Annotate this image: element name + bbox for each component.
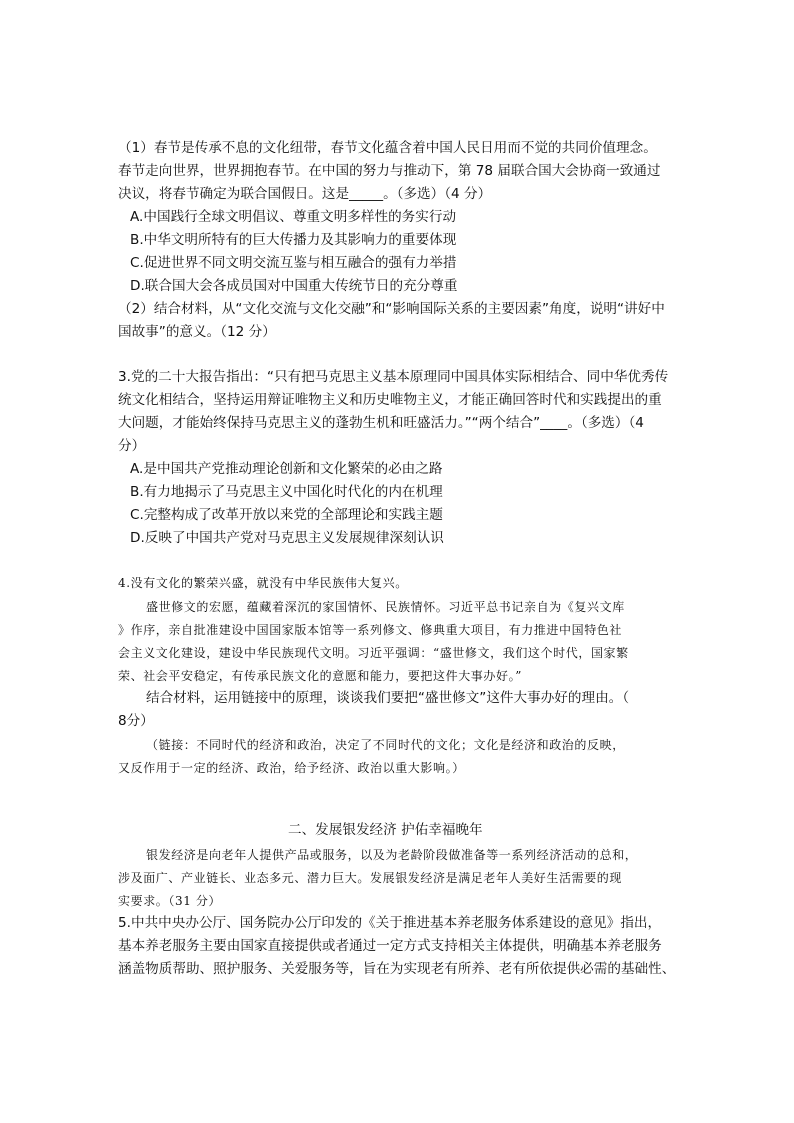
question-4-material-line-1: 盛世修文的宏愿，蕴藏着深沉的家国情怀、民族情怀。习近平总书记亲自为《复兴文库 [146,600,625,614]
question-3-option-d: D.反映了中国共产党对马克思主义发展规律深刻认识 [130,530,444,546]
question-3-option-a: A.是中国共产党推动理论创新和文化繁荣的必由之路 [130,461,443,477]
question-4-material-line-2: 》作序，亲自批准建设中国国家版本馆等一系列修文、修典重大项目，有力推进中国特色社 [118,623,623,637]
question-3-line-1: 3.党的二十大报告指出：“只有把马克思主义基本原理同中国具体实际相结合、同中华优秀传 [118,369,669,385]
question-1-line-3: 决议，将春节确定为联合国假日。这是_____。（多选）（4 分） [118,186,492,202]
question-4-material-line-3: 会主义文化建设，建设中华民族现代文明。习近平强调：“盛世修文，我们这个时代，国家繁 [118,646,629,660]
question-3-option-b: B.有力地揭示了马克思主义中国化时代化的内在机理 [130,484,443,500]
section-2-heading: 二、发展银发经济 护佑幸福晚年 [288,822,483,838]
question-1-option-c: C.促进世界不同文明交流互鉴与相互融合的强有力举措 [130,255,457,271]
question-4-link-line-1: （链接：不同时代的经济和政治，决定了不同时代的文化；文化是经济和政治的反映， [146,738,625,752]
question-3-line-3: 大问题，才能始终保持马克思主义的蓬勃生机和旺盛活力。”“两个结合”____。（多选）（4 [118,415,644,431]
question-3-option-c: C.完整构成了改革开放以来党的全部理论和实践主题 [130,507,443,523]
question-5-line-2: 基本养老服务主要由国家直接提供或者通过一定方式支持相关主体提供，明确基本养老服务 [118,938,662,954]
question-1-option-d: D.联合国大会各成员国对中国重大传统节日的充分尊重 [130,278,458,294]
question-1-option-b: B.中华文明所特有的巨大传播力及其影响力的重要体现 [130,232,457,248]
section-2-intro-line-1: 银发经济是向老年人提供产品或服务，以及为老龄阶段做准备等一系列经济活动的总和， [146,848,638,862]
question-1-option-a: A.中国践行全球文明倡议、尊重文明多样性的务实行动 [130,209,457,225]
question-4-material-line-4: 荣、社会平安稳定，有传承民族文化的意愿和能力，要把这件大事办好。” [118,669,522,683]
section-2-intro-line-2: 涉及面广、产业链长、业态多元、潜力巨大。发展银发经济是满足老年人美好生活需要的现 [118,871,623,885]
question-1-line-1: （1）春节是传承不息的文化纽带，春节文化蕴含着中国人民日用而不觉的共同价值理念。 [118,140,657,156]
question-2-line-2: 国故事”的意义。（12 分） [118,324,276,340]
section-2-intro-line-3: 实要求。（31 分） [118,894,222,908]
question-3-line-2: 统文化相结合，坚持运用辩证唯物主义和历史唯物主义，才能正确回答时代和实践提出的重 [118,392,662,408]
question-5-line-3: 涵盖物质帮助、照护服务、关爱服务等，旨在为实现老有所养、老有所依提供必需的基础性、 [118,961,676,977]
question-4-prompt-line-2: 8分） [118,713,154,729]
question-1-line-2: 春节走向世界，世界拥抱春节。在中国的努力与推动下，第 78 届联合国大会协商一致通过 [118,163,661,179]
question-4-link-line-2: 又反作用于一定的经济、政治，给予经济、政治以重大影响。） [118,761,465,775]
question-4-prompt-line-1: 结合材料，运用链接中的原理，谈谈我们要把“盛世修文”这件大事办好的理由。（ [146,690,630,706]
question-3-line-4: 分） [118,438,146,454]
question-4-title: 4.没有文化的繁荣兴盛，就没有中华民族伟大复兴。 [118,576,408,590]
question-2-line-1: （2）结合材料，从“文化交流与文化交融”和“影响国际关系的主要因素”角度，说明“讲好中 [118,301,665,317]
question-5-line-1: 5.中共中央办公厅、国务院办公厅印发的《关于推进基本养老服务体系建设的意见》指出， [118,915,662,931]
